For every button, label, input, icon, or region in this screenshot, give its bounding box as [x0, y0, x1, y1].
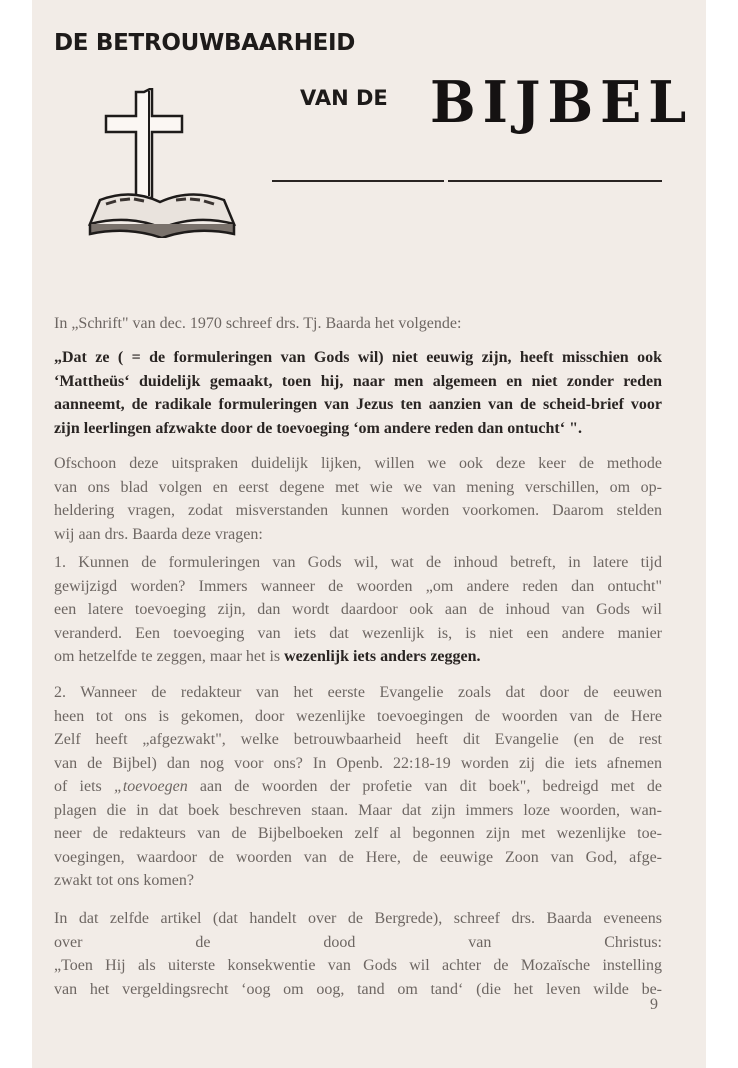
text-segment: In dat zelfde artikel (dat handelt over de Bergrede), schreef drs. Baarda eveneens: [54, 910, 662, 927]
text-segment: over de dood van Christus:: [54, 933, 662, 951]
text-line: [54, 622, 662, 646]
paragraph-question-1: [54, 551, 662, 669]
text-line: [54, 681, 662, 705]
text-line: [54, 954, 662, 978]
text-line: [54, 907, 662, 931]
text-segment: aanneemt, de radikale formuleringen van Jezus ten aanzien van de scheid-brief voor: [54, 396, 662, 413]
text-line: [54, 346, 662, 370]
paragraph-quote: [54, 346, 662, 440]
text-segment: plagen die in dat boek beschreven staan. Maar dat zijn immers loze woorden, wan-: [54, 801, 662, 819]
text-line: [54, 575, 662, 599]
paragraph-intro: [54, 312, 662, 336]
text-segment: neer de redakteurs van de Bijbelboeken zelf al begonnen zijn met wezenlijke toe-: [54, 825, 662, 842]
text-segment: zijn leerlingen afzwakte door de toevoeging ‘om andere reden dan ontucht‘ ".: [54, 419, 582, 437]
text-line: [54, 312, 662, 336]
text-line: [54, 417, 662, 441]
text-segment: gewijzigd worden? Immers wanneer de woorden „om andere reden dan ontucht": [54, 577, 662, 595]
text-line: [54, 598, 662, 622]
text-line: [54, 370, 662, 394]
text-segment: zwakt tot ons komen?: [54, 872, 194, 889]
title-rule-right: [448, 180, 662, 182]
text-segment: aan de woorden der profetie van dit boek", bedreigd met de: [187, 778, 662, 795]
title-bijbel: BIJBEL: [430, 68, 694, 136]
text-segment: veranderd. Een toevoeging van iets dat wezenlijk is, is niet een andere manier: [54, 624, 662, 642]
text-segment: Zelf heeft „afgezwakt", welke betrouwbaarheid heeft dit Evangelie (en de rest: [54, 731, 662, 748]
paragraph-bergrede: [54, 907, 662, 1001]
text-line: [54, 775, 662, 799]
text-segment: voegingen, waardoor de woorden van de Here, de eeuwige Zoon van God, afge-: [54, 848, 662, 866]
text-line: [54, 523, 662, 547]
text-line: [54, 499, 662, 523]
text-segment: wij aan drs. Baarda deze vragen:: [54, 525, 263, 543]
text-segment: „Dat ze ( = de formuleringen van Gods wil) niet eeuwig zijn, heeft misschien ook: [54, 349, 662, 366]
text-segment: In „Schrift" van dec. 1970 schreef drs. Tj. Baarda het volgende:: [54, 315, 462, 332]
bold-text: wezenlijk iets anders zeggen.: [284, 648, 481, 665]
page: [32, 0, 706, 1068]
text-line: [54, 752, 662, 776]
text-segment: van ons blad volgen en eerst degene met wie we van mening verschillen, om op-: [54, 478, 662, 496]
text-line: [54, 551, 662, 575]
text-segment: ‘Mattheüs‘ duidelijk gemaakt, toen hij, naar men algemeen en niet zonder reden: [54, 372, 662, 390]
text-segment: 1. Kunnen de formuleringen van Gods wil, wat de inhoud betreft, in latere tijd: [54, 554, 662, 571]
text-line: [54, 728, 662, 752]
text-line: [54, 705, 662, 729]
title-line-1: DE BETROUWBAARHEID: [54, 30, 356, 56]
text-line: [54, 846, 662, 870]
cross-bible-icon: [86, 88, 238, 238]
text-line: [54, 476, 662, 500]
text-segment: of iets: [54, 778, 114, 795]
text-line: [54, 452, 662, 476]
text-segment: van de Bijbel) dan nog voor ons? In Openb. 22:18-19 worden zij die iets afnemen: [54, 754, 662, 772]
text-line: [54, 645, 662, 669]
title-van-de: VAN DE: [300, 86, 388, 110]
text-segment: heldering vragen, zodat misverstanden kunnen worden voorkomen. Daarom stelden: [54, 502, 662, 519]
paragraph-ofschoon: [54, 452, 662, 546]
text-segment: heen tot ons is gekomen, door wezenlijke toevoegingen de woorden van de Here: [54, 707, 662, 725]
paragraph-question-2: [54, 681, 662, 893]
title-rule-left: [272, 180, 444, 182]
text-line: [54, 978, 662, 1002]
text-segment: om hetzelfde te zeggen, maar het is: [54, 648, 285, 665]
text-segment: 2. Wanneer de redakteur van het eerste Evangelie zoals dat door de eeuwen: [54, 684, 662, 701]
text-segment: Ofschoon deze uitspraken duidelijk lijken, willen we ook deze keer de methode: [54, 455, 662, 472]
text-line: [54, 822, 662, 846]
italic-text: „toevoegen: [113, 778, 188, 795]
text-line: [54, 799, 662, 823]
text-line: [54, 931, 662, 955]
text-line: [54, 393, 662, 417]
text-segment: „Toen Hij als uiterste konsekwentie van Gods wil achter de Mozaïsche instelling: [54, 957, 662, 974]
text-segment: een latere toevoeging zijn, dan wordt daardoor ook aan de inhoud van Gods wil: [54, 601, 662, 618]
text-line: [54, 869, 662, 893]
page-number: 9: [650, 996, 658, 1013]
text-segment: van het vergeldingsrecht ‘oog om oog, tand om tand‘ (die het leven wilde be-: [54, 980, 662, 998]
